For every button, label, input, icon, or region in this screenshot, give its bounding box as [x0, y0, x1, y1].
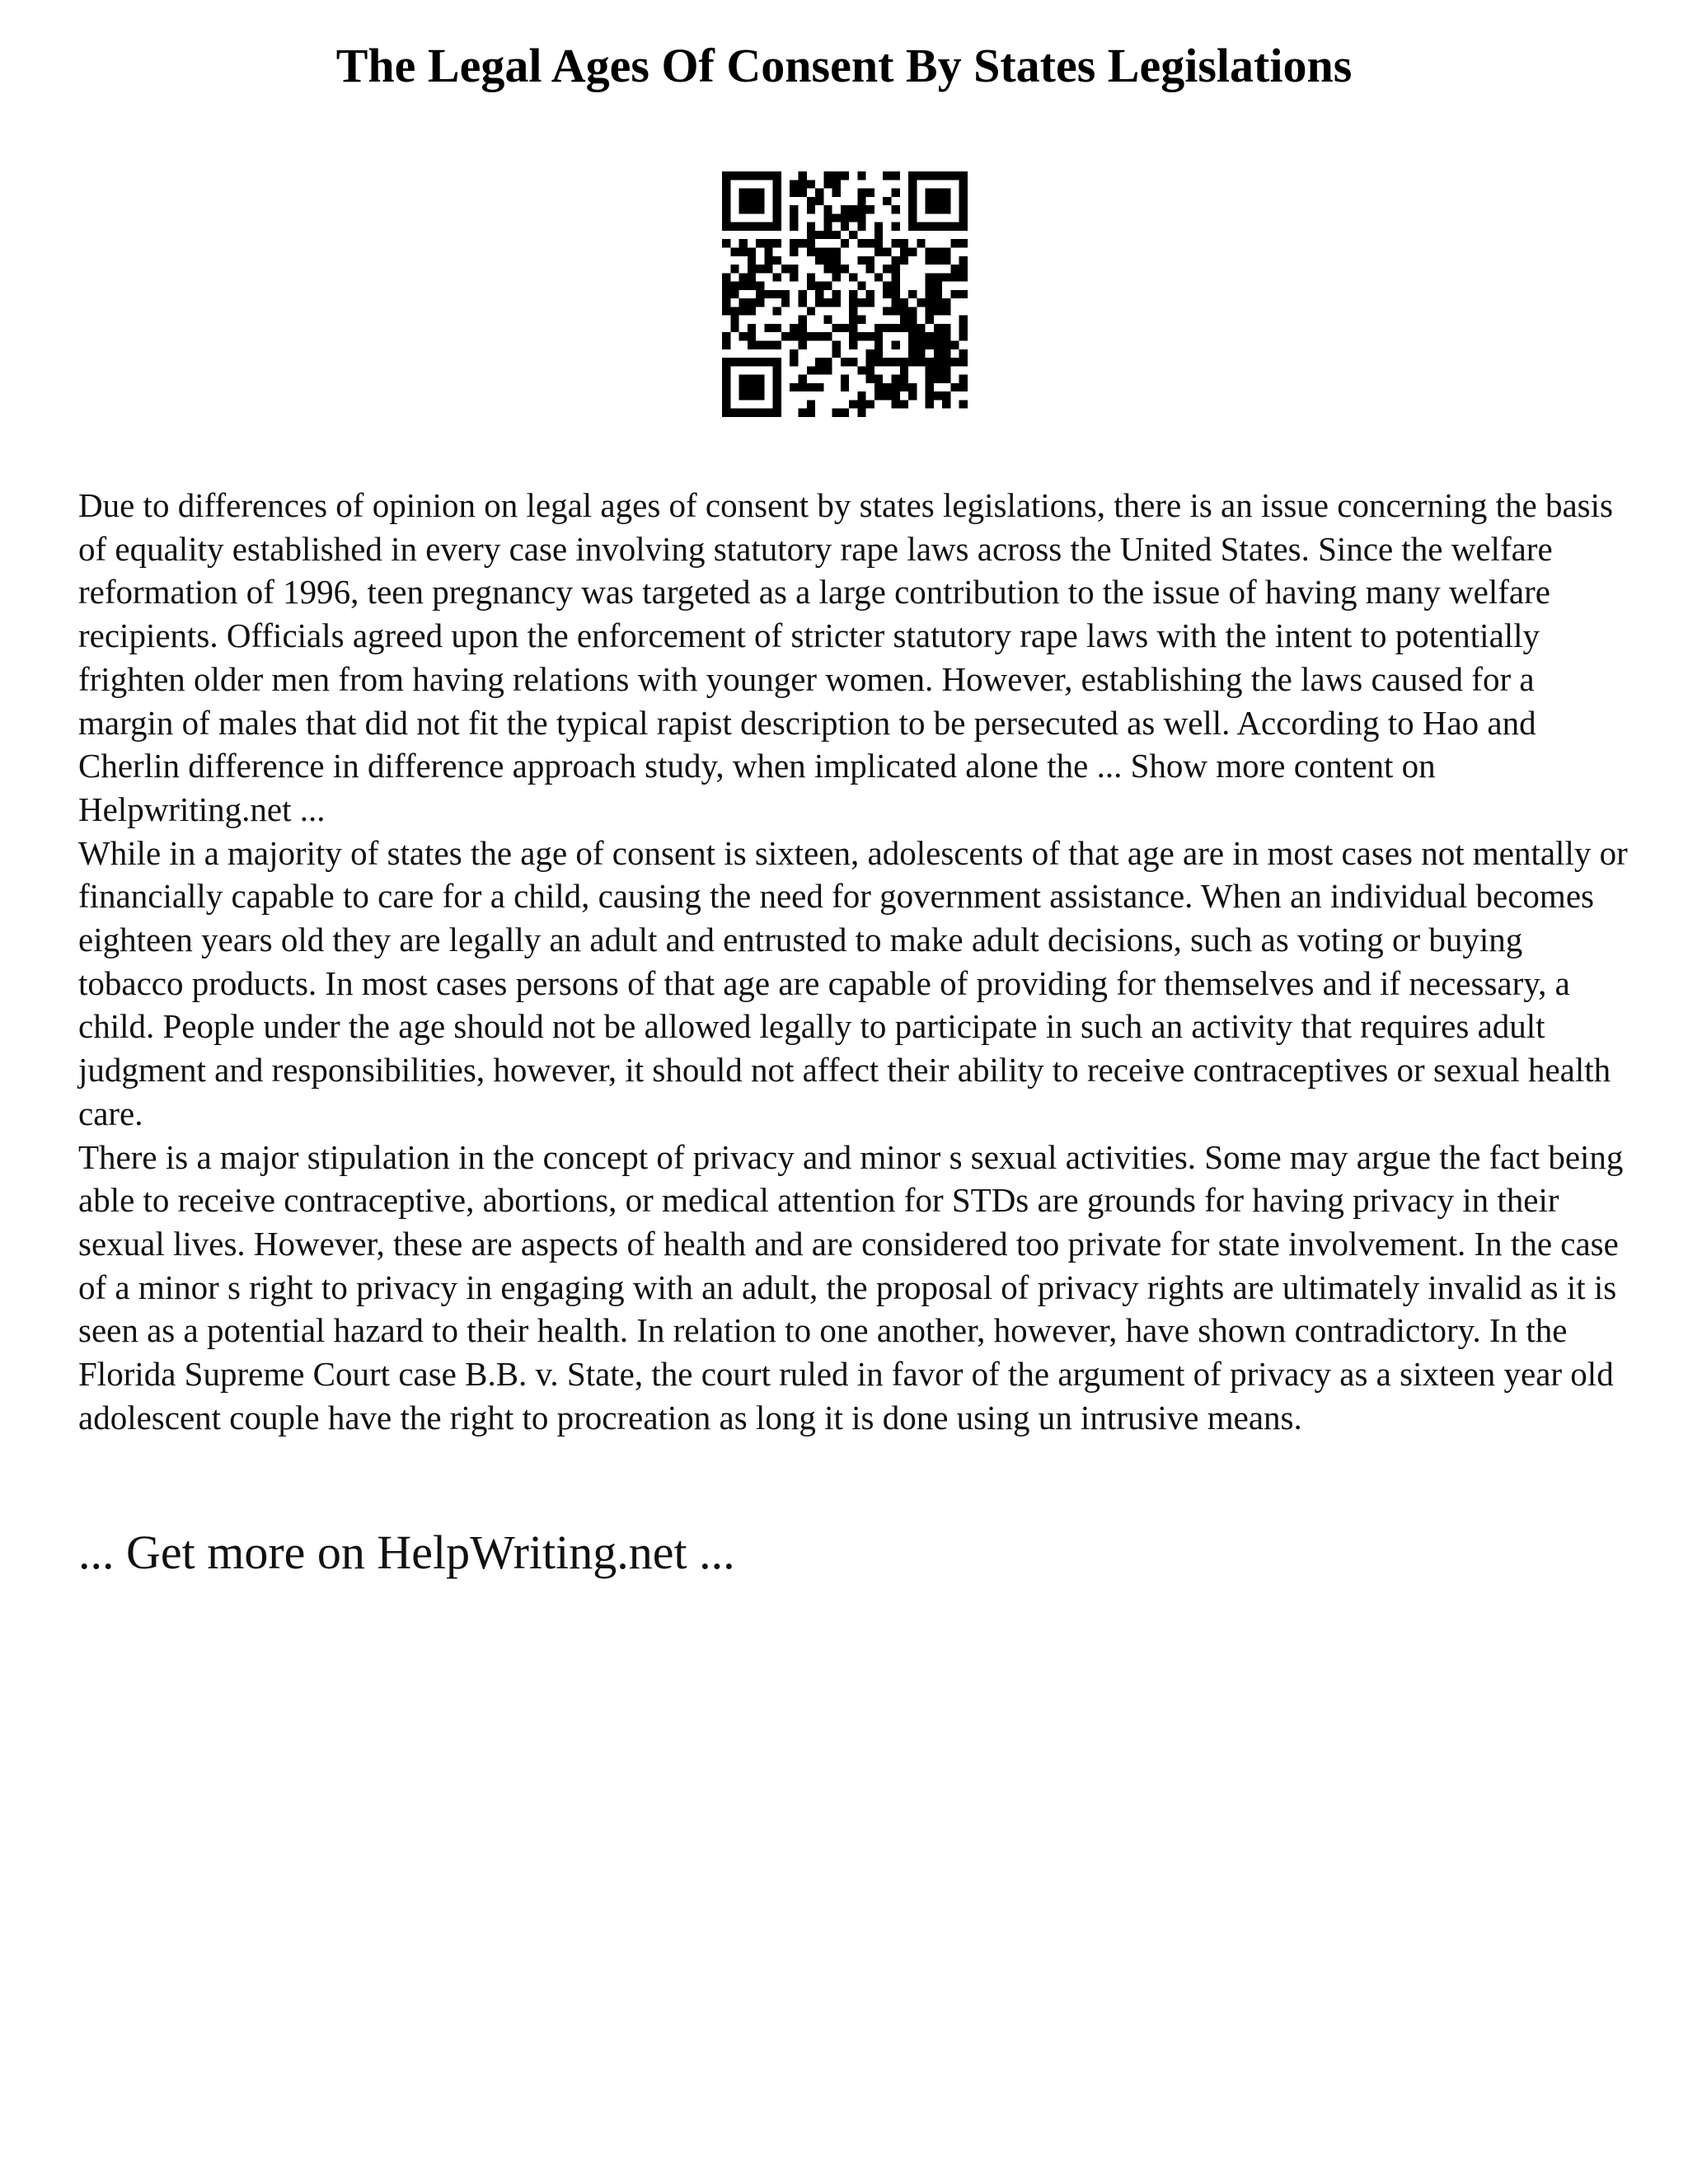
document-body — [78, 484, 1628, 1439]
body-paragraph: Due to differences of opinion on legal ages of consent by states legislations, there is an issue concerning the basis of equality established in every case involving statutory rape laws across the United States. Since the welfare reformation of 1996, teen pregnancy was targeted as a large contribution to the issue of having many welfare recipients. Officials agreed upon the enforcement of stricter statutory rape laws with the intent to potentially frighten older men from having relations with younger women. However, establishing the laws caused for a margin of males that did not fit the typical rapist description to be persecuted as well. According to Hao and Cherlin difference in difference approach study, when implicated alone the ... Show more content on Helpwriting.net ... — [78, 486, 1613, 828]
qr-code-icon — [722, 171, 968, 417]
document-title: The Legal Ages Of Consent By States Legislations — [335, 39, 1353, 92]
body-paragraph: While in a majority of states the age of consent is sixteen, adolescents of that age are in most cases not mentally or financially capable to care for a child, causing the need for government assistance. When an individual becomes eighteen years old they are legally an adult and entrusted to make adult decisions, such as voting or buying tobacco products. In most cases persons of that age are capable of providing for themselves and if necessary, a child. People under the age should not be allowed legally to participate in such an activity that requires adult judgment and responsibilities, however, it should not affect their ability to receive contraceptives or sexual health care. — [78, 833, 1628, 1132]
get-more-link[interactable]: ... Get more on HelpWriting.net ... — [78, 1526, 735, 1579]
body-paragraph: There is a major stipulation in the concept of privacy and minor s sexual activities. Some may argue the fact being able to receive contraceptive, abortions, or medical attention for STDs are grounds for having privacy in their sexual lives. However, these are aspects of health and are considered too private for state involvement. In the case of a minor s right to privacy in engaging with an adult, the proposal of privacy rights are ultimately invalid as it is seen as a potential hazard to their health. In relation to one another, however, have shown contradictory. In the Florida Supreme Court case B.B. v. State, the court ruled in favor of the argument of privacy as a sixteen year old adolescent couple have the right to procreation as long it is done using un intrusive means. — [78, 1137, 1624, 1436]
